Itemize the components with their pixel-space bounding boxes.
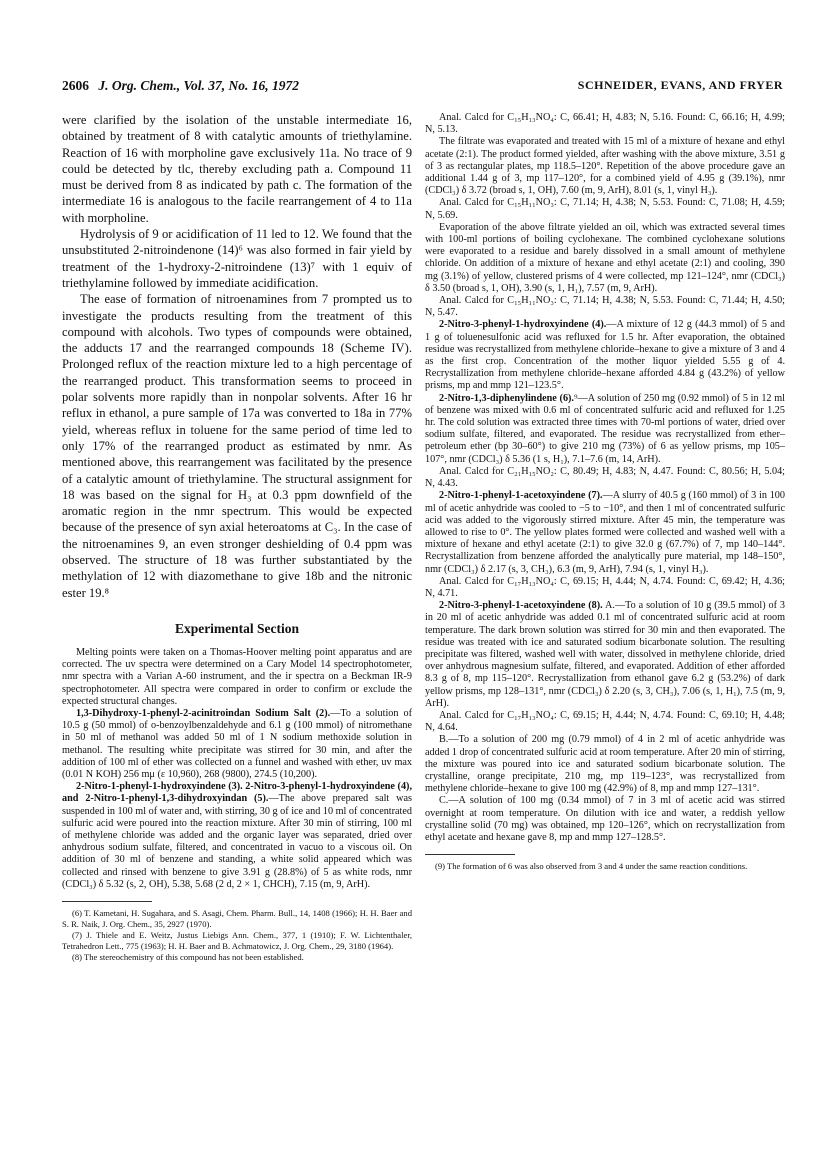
experimental-paragraph (425, 197, 785, 221)
header-left (62, 78, 299, 94)
paragraph-text: Melting points were taken on a Thomas-Hoover melting point apparatus and are corrected. The uv spectra were determined on a Cary Model 14 spectrophotometer, nmr spectra with a Varian A-60 instrument, and the ir spectra on a Beckman IR-9 spectrophotometer. All spectra were compared in order to confirm or exclude the expected structural changes. (62, 646, 412, 707)
paragraph-text: —To a solution of 10.5 g (50 mmol) of o-benzoylbenzaldehyde and 6.1 g (100 mmol) of nitromethane in 50 ml of methanol was added 50 ml of 1 N sodium methoxide solution in methanol. The resulting white precipitate was stirred for 30 min, and after the addition of 100 ml of ether was collected on a funnel and washed with ether, uv max (0.01 N KOH) 256 mμ (ε 10,960), 268 (9800), 274.5 (10,200). (62, 707, 412, 780)
footnote-divider (62, 901, 152, 902)
experimental-paragraph (425, 490, 785, 575)
footnote-divider (425, 854, 515, 855)
paragraph-heading: 1,3-Dihydroxy-1-phenyl-2-acinitroindan Sodium Salt (2). (76, 707, 331, 719)
experimental-paragraph (425, 319, 785, 392)
experimental-paragraph (425, 393, 785, 466)
paragraph-heading: 2-Nitro-1-phenyl-1-hydroxyindene (3). 2-Nitro-3-phenyl-1-hydroxyindene (4), and 2-Nitro-1-phenyl-1,3-dihydroxyindan (5). (62, 781, 412, 805)
experimental-paragraph (425, 466, 785, 490)
paragraph-text: —A mixture of 12 g (44.3 mmol) of 5 and 1 g of toluenesulfonic acid was refluxed for 1.5 hr. After evaporation, the obtained residue was recrystallized from methylene chloride–hexane to give a mixture of 3 and 4 as the first crop. Concentration of the mother liquor yielded 5.55 g of 4. Recrystallization from methylene chloride–hexane afforded 4.84 g (43.2%) of yellow prisms, mp and mmp 121–123.5°. (425, 319, 785, 392)
paragraph-text: Anal. Calcd for C₁₇H₁₃NO₄: C, 69.15; H, 4.44; N, 4.74. Found: C, 69.10; H, 4.48; N, 4.64. (425, 709, 785, 734)
section-title: Experimental Section (174, 620, 300, 636)
paragraph-heading: 2-Nitro-1-phenyl-1-acetoxyindene (7). (439, 490, 603, 502)
author-running-head: SCHNEIDER, EVANS, AND FRYER (577, 78, 783, 92)
experimental-paragraph (425, 295, 785, 319)
page-header (62, 78, 783, 98)
experimental-paragraph (425, 710, 785, 734)
experimental-paragraph (425, 734, 785, 795)
paragraph-text: Anal. Calcd for C₁₅H₁₁NO₃: C, 71.14; H, 4.38; N, 5.53. Found: C, 71.44; H, 4.50; N, 5.47. (425, 295, 785, 319)
experimental-paragraph (425, 222, 785, 295)
footnote: (8) The stereochemistry of this compound has not been established. (72, 952, 304, 963)
paragraph-text: Evaporation of the above filtrate yielded an oil, which was extracted several times with 100-ml portions of boiling cyclohexane. The combined cyclohexane solutions were evaporated to a residue and barely dissolved in a small amount of methylene chloride. On addition of a mixture of hexane and ethyl acetate (2:1) and cooling, 390 mg (3.1%) of yellow, clustered prisms of 4 were collected, mp 121–124°, nmr (CDCl₃) δ 3.50 (broad s, 1, OH), 3.90 (s, 1, H₁), 7.57 (m, 9, ArH). (425, 221, 785, 294)
body-paragraph: Hydrolysis of 9 or acidification of 11 led to 12. We found that the unsubstituted 2-nitroindenone (14)⁶ was also formed in fair yield by treatment of the 1-hydroxy-2-nitroindene (13)⁷ with 1 equiv of triethylamine followed by immediate acidification. (62, 227, 412, 290)
paragraph-text: Anal. Calcd for C₁₅H₁₁NO₃: C, 71.14; H, 4.38; N, 5.53. Found: C, 71.08; H, 4.59; N, 5.69. (425, 197, 785, 221)
paragraph-heading: 2-Nitro-3-phenyl-1-acetoxyindene (8). (439, 600, 603, 612)
paragraph-text: Anal. Calcd for C₁₅H₁₃NO₄: C, 66.41; H, 4.83; N, 5.16. Found: C, 66.16; H, 4.99; N, 5.13. (425, 112, 785, 136)
paragraph-text: The filtrate was evaporated and treated with 15 ml of a mixture of hexane and ethyl acetate (2:1). The product formed yielded, after washing with the above mixture, 3.51 g of 3 as rectangular plates, mp 118.5–120°. Repetition of the above procedure gave an additional 1.44 g of 3, mp 117–120°, for a combined yield of 4.95 g (39.1%), nmr (CDCl₃) δ 3.72 (broad s, 1, OH), 7.60 (m, 9, ArH), 8.01 (s, 1, vinyl H₃). (425, 136, 785, 197)
body-paragraph: The ease of formation of nitroenamines from 7 prompted us to investigate the products resulting from the treatment of this compound with alcohols. Two types of compounds were obtained, the adducts 17 and the rearranged compounds 18 (Scheme IV). Prolonged reflux of the reaction mixture led to a high percentage of the rearranged product. This transformation seems to proceed in polar solvents more rapidly than in nonpolar solvents. After 16 hr reflux in ethanol, a pure sample of 17a was converted to 18a in 77% yield, whereas reflux in toluene for the same period of time led to only 17% of the rearranged product as estimated by nmr. As mentioned above, this rearrangement was facilitated by the presence of a catalytic amount of triethylamine. The structural assignment for 18 was based on the signal for H₃ at 0.3 ppm downfield of the aromatic region in the nmr spectrum. This would be expected because of the presence of syn axial heteroatoms at C₃. In the case of the nitroenamines 9, an even stronger deshielding of 0.4 ppm was observed. The structure of 18 was further substantiated by the methylation of 12 with diazomethane to give 18b and the nitronic ester 19.⁸ (62, 292, 412, 600)
right-column (425, 112, 785, 873)
paragraph-text: Anal. Calcd for C₂₁H₁₅NO₂: C, 80.49; H, 4.83; N, 4.47. Found: C, 80.56; H, 5.04; N, 4.43. (425, 465, 785, 490)
paragraph-text: ⁹—A solution of 250 mg (0.92 mmol) of 5 in 12 ml of benzene was mixed with 0.6 ml of concentrated sulfuric acid and refluxed for 1.25 hr. The cold solution was extracted three times with 70-ml portions of water, dried over sodium sulfate, filtered, and evaporated. The residue was recrystallized from ether–petroleum ether (bp 30–60°) to give 210 mg (73%) of 6 as yellow prisms, mp 105–107°, nmr (CDCl₃) δ 5.36 (1 s, H₁), 7.1–7.6 (m, 14, ArH). (425, 392, 785, 465)
left-column (62, 112, 412, 964)
body-paragraph: were clarified by the isolation of the unstable intermediate 16, obtained by treatment of 8 with catalytic amounts of triethylamine. Reaction of 16 with morpholine gave exclusively 11a. No trace of 9 could be detected by tlc, thereby excluding path a. Compound 11 must be derived from 8 as indicated by path c. The formation of the intermediate 16 is analogous to the facile rearrangement of 4 to 11a with morpholine. (62, 113, 412, 225)
paragraph-text: —The above prepared salt was suspended in 100 ml of water and, with stirring, 30 g of ice and 10 ml of concentrated sulfuric acid were poured into the reaction mixture. After 30 min of stirring, 100 ml of methylene chloride was added and the organic layer was separated, dried over anhydrous sodium sulfate, filtered, and concentrated in vacuo to a viscous oil. On addition of 30 ml of benzene and standing, a white solid appeared which was collected and rinsed with benzene to give 3.91 g (28.8%) of 5 as white rods, nmr (CDCl₃) δ 5.32 (s, 2, OH), 5.38, 5.68 (2 d, 2 × 1, CHCH), 7.15 (m, 9, ArH). (62, 793, 412, 890)
experimental-paragraph (425, 795, 785, 844)
experimental-paragraph (62, 647, 412, 708)
paragraph-heading: 2-Nitro-1,3-diphenylindene (6). (439, 392, 574, 404)
experimental-paragraph (425, 600, 785, 710)
paragraph-text: —A slurry of 40.5 g (160 mmol) of 3 in 100 ml of acetic anhydride was cooled to −5 to −10°, and then 1 ml of concentrated sulfuric acid was added to the vigorously stirred mixture. After 45 min, the temperature was allowed to rise to 0°. The yellow plates formed were collected and washed well with a mixture of hexane and ethyl acetate (2:1) to give 32.0 g (67.7%) of 7, mp 140–144°. Recrystallization from benzene afforded the analytically pure material, mp 148–150°, nmr (CDCl₃) δ 2.17 (s, 3, CH₃), 6.3 (m, 9, ArH), 7.94 (s, 1, vinyl H₃). (425, 490, 785, 575)
experimental-paragraph (425, 112, 785, 136)
experimental-paragraph (425, 576, 785, 600)
paragraph-text: C.—A solution of 100 mg (0.34 mmol) of 7 in 3 ml of acetic acid was stirred overnight at room temperature. On dilution with ice and water, a reddish yellow crystalline solid (70 mg) was obtained, mp 120–126°, which on recrystallization from ethyl acetate and hexane gave 8, mp and mmp 127–128.5°. (425, 795, 785, 843)
paragraph-text: B.—To a solution of 200 mg (0.79 mmol) of 4 in 2 ml of acetic anhydride was added 1 drop of concentrated sulfuric acid at room temperature. After 20 min of stirring, the mixture was poured into ice and saturated sodium bicarbonate solution. The crystalline, orange precipitate, 210 mg, mp 119–123°, was recrystallized from methylene chloride–hexane to give 100 mg (42.9%) of 8, mp and mmp 127–131°. (425, 734, 785, 795)
footnote: (7) J. Thiele and E. Weitz, Justus Liebigs Ann. Chem., 377, 1 (1910); F. W. Lichtenthaler, Tetrahedron Lett., 775 (1963); H. H. Baer and B. Achmatowicz, J. Org. Chem., 29, 3180 (1964). (62, 930, 412, 951)
paragraph-heading: 2-Nitro-3-phenyl-1-hydroxyindene (4). (439, 319, 607, 331)
footnote: (6) T. Kametani, H. Sugahara, and S. Asagi, Chem. Pharm. Bull., 14, 1408 (1966); H. H. Baer and S. R. Naik, J. Org. Chem., 35, 2927 (1970). (62, 907, 412, 929)
experimental-paragraph (62, 708, 412, 781)
page-number: 2606 (62, 78, 89, 93)
paragraph-text: Anal. Calcd for C₁₇H₁₃NO₄: C, 69.15; H, 4.44; N, 4.74. Found: C, 69.42; H, 4.36; N, 4.71. (425, 575, 785, 599)
paragraph-text: A.—To a solution of 10 g (39.5 mmol) of 3 in 20 ml of acetic anhydride was added 0.1 ml of concentrated sulfuric acid at room temperature. The dark brown solution was stirred for 30 min and then evaporated. The residue was treated with ice and saturated sodium bicarbonate solution. The resulting precipitate was filtered, washed well with water, dissolved in methylene chloride, dried over anhydrous magnesium sulfate, filtered, and evaporated. Addition of ether afforded 8.3 g of 8, mp 115–120°. Recrystallization from ethanol gave 6.2 g (53.2%) of dark yellow prisms, mp 128–131°, nmr (CDCl₃) δ 2.20 (s, 3, CH₃), 7.06 (s, 1, H₁), 7.5 (m, 9, ArH). (425, 600, 785, 709)
footnote: (9) The formation of 6 was also observed from 3 and 4 under the same reaction conditions. (435, 861, 748, 872)
experimental-paragraph (62, 781, 412, 891)
experimental-paragraph (425, 136, 785, 197)
journal-citation: J. Org. Chem., Vol. 37, No. 16, 1972 (98, 78, 300, 93)
